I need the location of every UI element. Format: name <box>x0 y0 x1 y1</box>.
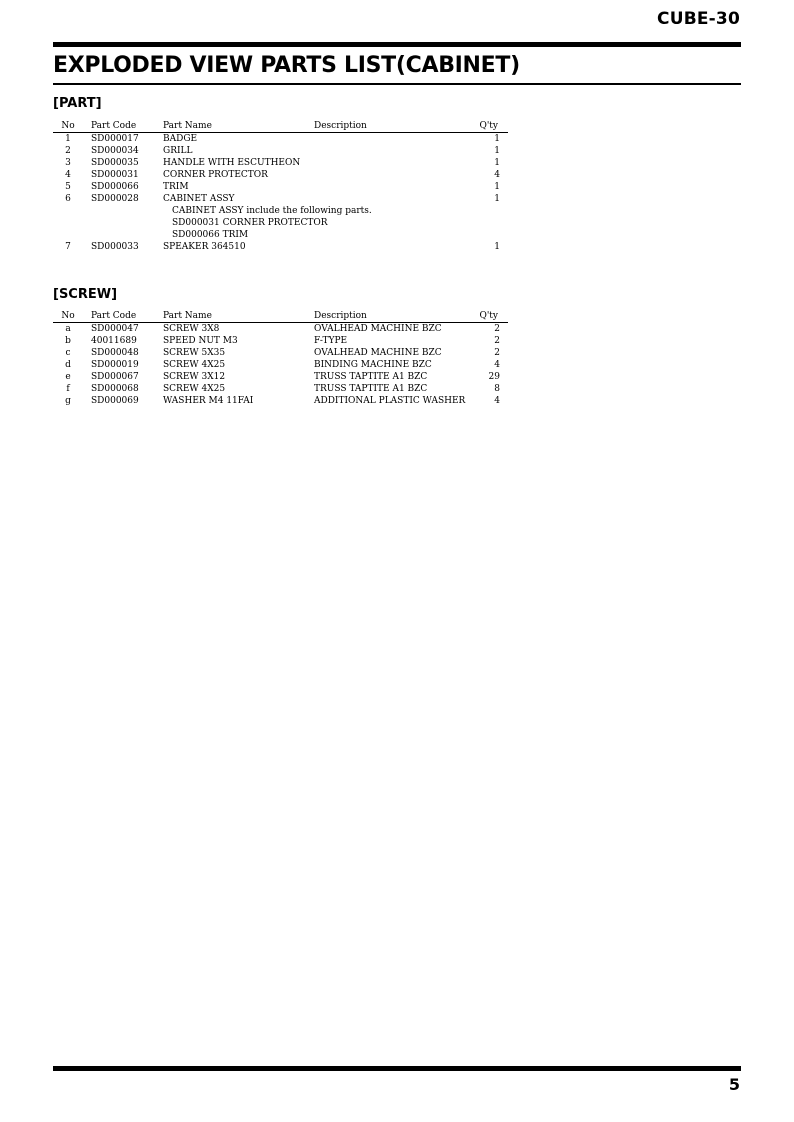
row-code: SD000047 <box>91 324 139 334</box>
table-row <box>53 395 508 407</box>
row-name: SCREW 4X25 <box>163 384 226 394</box>
col-name-header: Part Name <box>163 311 212 321</box>
row-desc: BINDING MACHINE BZC <box>314 360 432 370</box>
row-qty: 2 <box>494 336 500 346</box>
row-code: SD000067 <box>91 372 139 382</box>
row-qty: 2 <box>494 348 500 358</box>
table-row <box>53 359 508 371</box>
row-name: SPEED NUT M3 <box>163 336 238 346</box>
row-desc: F-TYPE <box>314 336 348 346</box>
assy-note <box>53 229 508 241</box>
row-no: a <box>65 324 71 334</box>
row-code: 40011689 <box>91 336 137 346</box>
row-no: 1 <box>65 134 71 144</box>
col-desc-header: Description <box>314 311 367 321</box>
col-no-header: No <box>61 121 75 131</box>
row-code: SD000035 <box>91 158 139 168</box>
row-no: g <box>65 396 71 406</box>
row-name: SCREW 3X8 <box>163 324 220 334</box>
col-code-header: Part Code <box>91 311 137 321</box>
row-code: SD000068 <box>91 384 139 394</box>
row-name: GRILL <box>163 146 193 156</box>
model-name: CUBE-30 <box>657 9 740 29</box>
row-no: c <box>65 348 71 358</box>
row-no: d <box>65 360 71 370</box>
row-code: SD000017 <box>91 134 139 144</box>
row-code: SD000048 <box>91 348 139 358</box>
col-qty-header: Q'ty <box>479 121 498 131</box>
row-code: SD000033 <box>91 242 139 252</box>
row-code: SD000066 <box>91 182 139 192</box>
part-table-header <box>53 120 508 133</box>
row-qty: 1 <box>494 194 500 204</box>
row-name: CORNER PROTECTOR <box>163 170 268 180</box>
table-row <box>53 323 508 335</box>
row-qty: 4 <box>494 396 500 406</box>
row-qty: 4 <box>494 360 500 370</box>
table-row <box>53 347 508 359</box>
table-row <box>53 133 508 145</box>
row-no: e <box>65 372 71 382</box>
table-row <box>53 371 508 383</box>
row-name: BADGE <box>163 134 198 144</box>
row-code: SD000031 <box>91 170 139 180</box>
row-code: SD000019 <box>91 360 139 370</box>
table-row <box>53 169 508 181</box>
row-name: SCREW 5X35 <box>163 348 226 358</box>
col-code-header: Part Code <box>91 121 137 131</box>
row-no: 6 <box>65 194 71 204</box>
row-qty: 1 <box>494 146 500 156</box>
row-qty: 29 <box>488 372 500 382</box>
col-name-header: Part Name <box>163 121 212 131</box>
assy-note <box>53 217 508 229</box>
row-qty: 2 <box>494 324 500 334</box>
row-name: CABINET ASSY <box>163 194 235 204</box>
row-qty: 1 <box>494 158 500 168</box>
row-code: SD000034 <box>91 146 139 156</box>
page-title: EXPLODED VIEW PARTS LIST(CABINET) <box>53 53 520 78</box>
row-desc: OVALHEAD MACHINE BZC <box>314 348 442 358</box>
screw-table-header <box>53 310 508 323</box>
row-name: HANDLE WITH ESCUTHEON <box>163 158 301 168</box>
row-desc: OVALHEAD MACHINE BZC <box>314 324 442 334</box>
col-no-header: No <box>61 311 75 321</box>
assy-note-text: SD000066 TRIM <box>172 230 249 240</box>
row-code: SD000028 <box>91 194 139 204</box>
screw-section-heading: [SCREW] <box>53 287 118 302</box>
assy-note <box>53 205 508 217</box>
part-section-heading: [PART] <box>53 96 102 111</box>
row-qty: 4 <box>494 170 500 180</box>
table-row <box>53 145 508 157</box>
row-qty: 1 <box>494 134 500 144</box>
table-row <box>53 335 508 347</box>
row-desc: ADDITIONAL PLASTIC WASHER <box>314 396 466 406</box>
row-no: b <box>65 336 71 346</box>
col-qty-header: Q'ty <box>479 311 498 321</box>
col-desc-header: Description <box>314 121 367 131</box>
row-qty: 1 <box>494 182 500 192</box>
header-rule <box>53 42 741 47</box>
row-desc: TRUSS TAPTITE A1 BZC <box>314 384 428 394</box>
screw-table <box>53 310 508 407</box>
row-no: 2 <box>65 146 71 156</box>
row-qty: 1 <box>494 242 500 252</box>
row-no: 5 <box>65 182 71 192</box>
row-name: SCREW 4X25 <box>163 360 226 370</box>
table-row <box>53 157 508 169</box>
row-name: WASHER M4 11FAI <box>163 396 254 406</box>
footer-rule <box>53 1066 741 1071</box>
row-name: SCREW 3X12 <box>163 372 226 382</box>
row-code: SD000069 <box>91 396 139 406</box>
part-table <box>53 120 508 253</box>
row-name: TRIM <box>163 182 189 192</box>
row-qty: 8 <box>494 384 500 394</box>
row-name: SPEAKER 364510 <box>163 242 246 252</box>
table-row <box>53 193 508 205</box>
row-desc: TRUSS TAPTITE A1 BZC <box>314 372 428 382</box>
row-no: 3 <box>65 158 71 168</box>
table-row <box>53 383 508 395</box>
row-no: f <box>66 384 70 394</box>
table-row <box>53 241 508 253</box>
assy-note-text: CABINET ASSY include the following parts. <box>172 206 372 216</box>
assy-note-text: SD000031 CORNER PROTECTOR <box>172 218 328 228</box>
title-underline <box>53 83 741 85</box>
row-no: 7 <box>65 242 71 252</box>
page-number: 5 <box>728 1075 740 1094</box>
row-no: 4 <box>65 170 71 180</box>
table-row <box>53 181 508 193</box>
